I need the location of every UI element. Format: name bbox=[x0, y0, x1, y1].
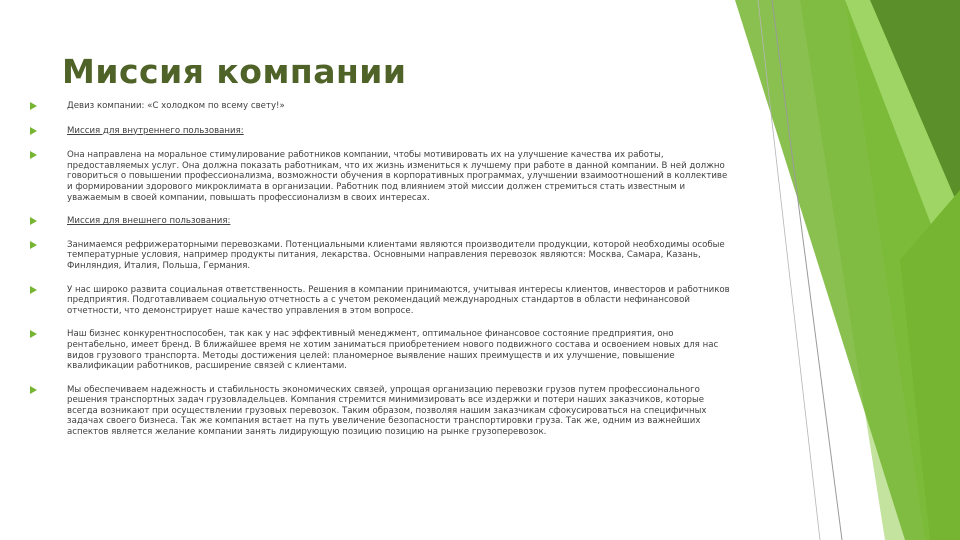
list-item bbox=[30, 329, 730, 371]
bullet-arrow-icon bbox=[30, 127, 37, 135]
external-mission-text: Занимаемся рефрижераторными перевозками. Потенциальными клиентами являются производители продукции, которой необходимы особые температурные условия, например продукты питания, лекарства. Основными направления перевозок являются: Москва, Самара, Казань, Финляндия, Италия, Польша, Германия. bbox=[67, 239, 725, 271]
motto-text: Девиз компании: «С холодком по всему свету!» bbox=[67, 101, 285, 111]
bullet-arrow-icon bbox=[30, 330, 37, 338]
bullet-arrow-icon bbox=[30, 241, 37, 249]
bullet-arrow-icon bbox=[30, 286, 37, 294]
list-item bbox=[30, 216, 730, 227]
list-item bbox=[30, 385, 730, 438]
list-item bbox=[30, 101, 730, 112]
bullet-list bbox=[30, 101, 730, 438]
bullet-arrow-icon bbox=[30, 151, 37, 159]
internal-mission-heading: Миссия для внутреннего пользования: bbox=[67, 125, 244, 136]
internal-mission-text: Она направлена на моральное стимулирование работников компании, чтобы мотивировать их на улучшение качества их работы, предоставляемых услуг. Она должна показать работникам, что их жизнь измениться к лучшему при работе в данной компании. В ней должно говориться о повышении профессионализма, возможности обучения в корпоративных программах, улучшении взаимоотношений в коллективе и формировании здорового микроклимата в организации. Работник под влиянием этой миссии должен стремиться стать известным и уважаемым в своей компании, повышать профессионализм в своих интересах. bbox=[67, 150, 728, 203]
external-mission-heading: Миссия для внешнего пользования: bbox=[67, 216, 231, 227]
list-item bbox=[30, 150, 730, 203]
competitiveness-text: Наш бизнес конкурентноспособен, так как у нас эффективный менеджмент, оптимальное финансовое состояние предприятия, оно рентабельно, имеет бренд. В ближайшее время не хотим заниматься приобретением нового подвижного состава и освоением новых для нас видов грузового транспорта. Методы достижения целей: планомерное выявление наших преимуществ и их улучшение, повышение квалификации работников, расширение связей с клиентами. bbox=[67, 329, 719, 372]
social-responsibility-text: У нас широко развита социальная ответственность. Решения в компании принимаются, учитывая интересы клиентов, инвесторов и работников предприятия. Подготавливаем социальную отчетность а с учетом рекомендаций международных стандартов в области нефинансовой отчетности, что демонстрирует наше качество управления в этом вопросе. bbox=[67, 284, 730, 316]
slide-title: Миссия компании bbox=[62, 52, 407, 91]
bullet-arrow-icon bbox=[30, 386, 37, 394]
reliability-text: Мы обеспечиваем надежность и стабильность экономических связей, упрощая организацию перевозки грузов путем профессионального решения транспортных задач грузовладельцев. Компания стремится минимизировать все издержки и потери наших заказчиков, которые всегда возникают при осуществлении грузовых перевозок. Таким образом, позволяя нашим заказчикам сфокусироваться на специфичных задачах своего бизнеса. Так же компания встает на путь увеличение безопасности транспортировки груза. Так же, одним из важнейших аспектов является желание компании занять лидирующую позицию позицию на рынке грузоперевозок. bbox=[67, 384, 707, 438]
bullet-arrow-icon bbox=[30, 102, 37, 110]
list-item bbox=[30, 126, 730, 137]
list-item bbox=[30, 240, 730, 272]
list-item bbox=[30, 285, 730, 317]
bullet-arrow-icon bbox=[30, 217, 37, 225]
